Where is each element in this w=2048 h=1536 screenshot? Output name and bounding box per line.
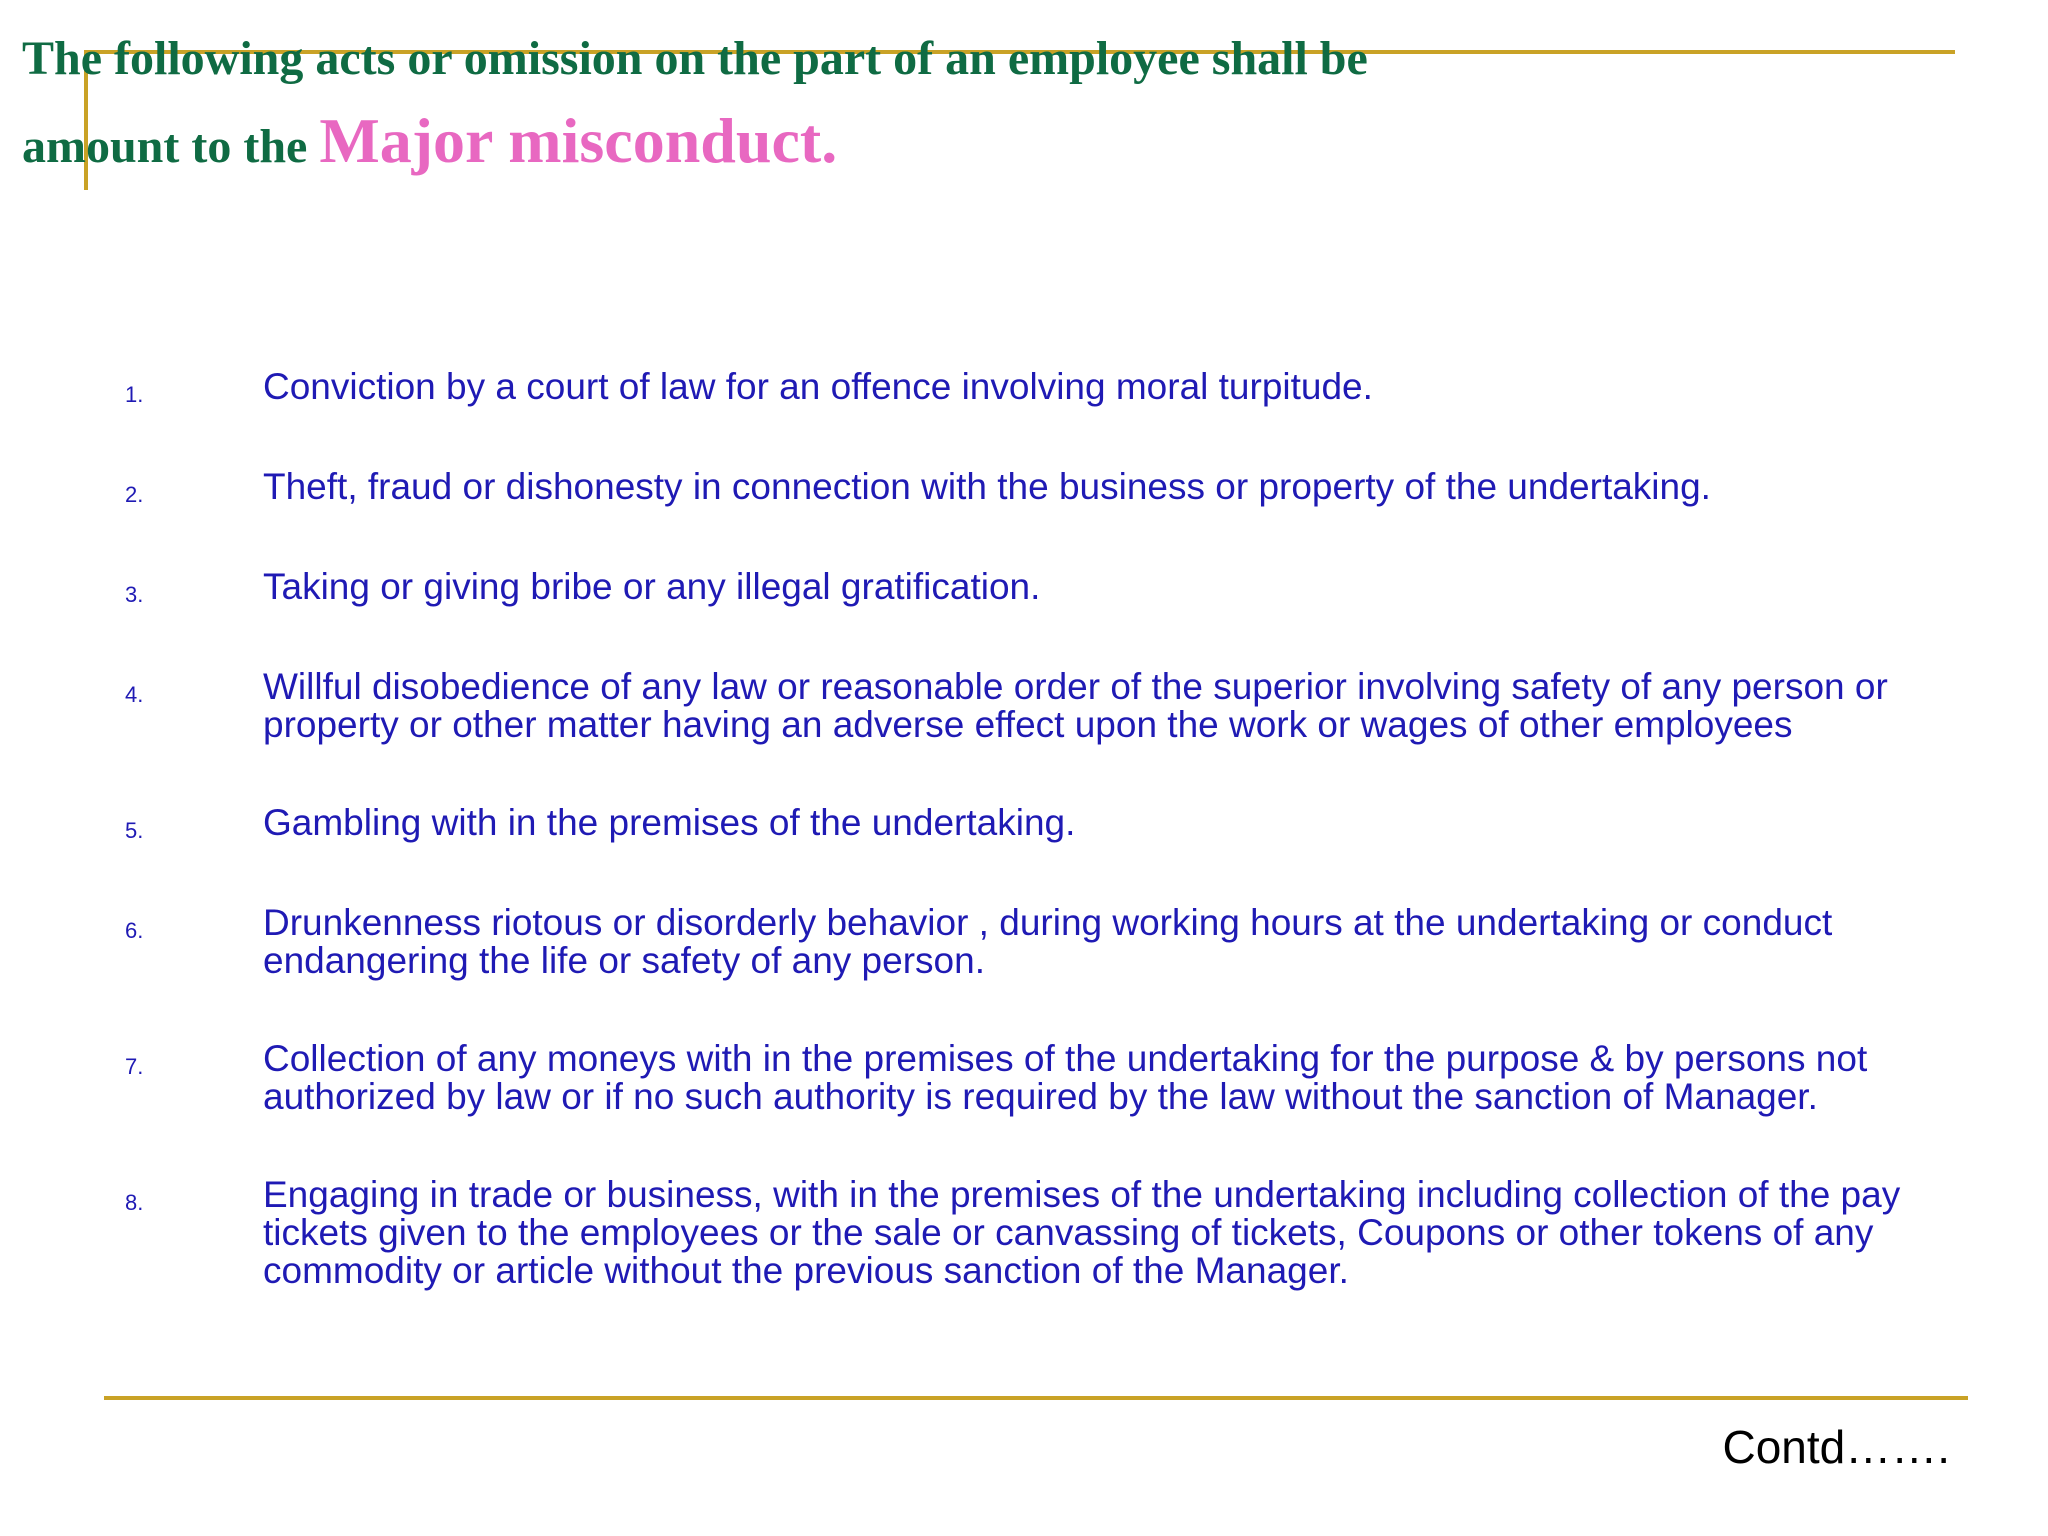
- item-text: Taking or giving bribe or any illegal gratification.: [263, 566, 1041, 607]
- title-emphasis: Major misconduct.: [319, 105, 838, 176]
- item-text: Willful disobedience of any law or reasonable order of the superior involving safety of any person or property or other matter having an adverse effect upon the work or wages of other employees: [263, 666, 1888, 745]
- item-text: Collection of any moneys with in the premises of the undertaking for the purpose & by persons not authorized by law or if no such authority is required by the law without the sanction of Manager.: [263, 1038, 1868, 1117]
- list-item: [0, 668, 2048, 744]
- list-item: [0, 1176, 2048, 1290]
- slide-title: [22, 18, 1672, 188]
- item-number: 2.: [125, 482, 144, 507]
- item-text: Conviction by a court of law for an offence involving moral turpitude.: [263, 366, 1373, 407]
- item-text: Theft, fraud or dishonesty in connection with the business or property of the undertaking.: [263, 466, 1711, 507]
- item-number: 8.: [125, 1190, 144, 1215]
- title-prefix: amount to the: [22, 120, 320, 173]
- misconduct-list: [0, 368, 2048, 1350]
- item-number: 7.: [125, 1054, 144, 1079]
- continued-label: Contd…….: [1722, 1421, 1950, 1473]
- list-item: [0, 568, 2048, 608]
- item-number: 6.: [125, 918, 144, 943]
- bottom-accent-rule: [104, 1396, 1968, 1400]
- item-text: Engaging in trade or business, with in the premises of the undertaking including collection of the pay tickets given to the employees or the sale or canvassing of tickets, Coupons or other tokens of any commodity or article without the previous sanction of the Manager.: [263, 1174, 1901, 1291]
- list-item: [0, 368, 2048, 408]
- list-item: [0, 468, 2048, 508]
- title-line-2: [22, 100, 1672, 188]
- item-number: 3.: [125, 582, 144, 607]
- list-item: [0, 1040, 2048, 1116]
- list-item: [0, 904, 2048, 980]
- item-number: 4.: [125, 682, 144, 707]
- item-number: 1.: [125, 382, 144, 407]
- item-text: Drunkenness riotous or disorderly behavior , during working hours at the undertaking or conduct endangering the life or safety of any person.: [263, 902, 1833, 981]
- item-number: 5.: [125, 818, 144, 843]
- list-item: [0, 804, 2048, 844]
- item-text: Gambling with in the premises of the undertaking.: [263, 802, 1076, 843]
- title-line-1: The following acts or omission on the part of an employee shall be: [22, 32, 1368, 85]
